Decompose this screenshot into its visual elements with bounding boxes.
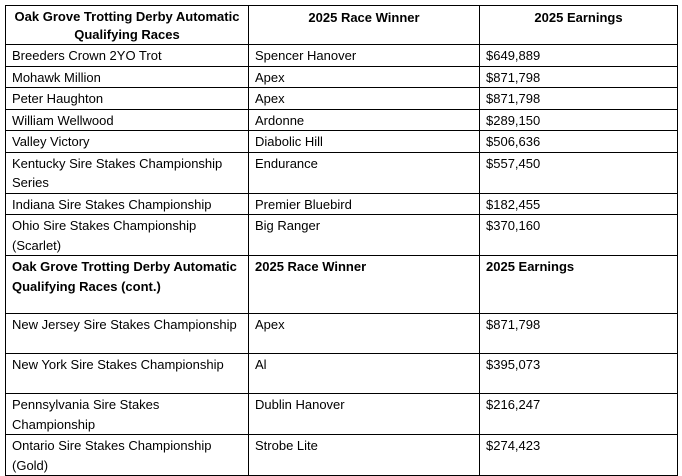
table-row	[6, 131, 678, 153]
table-row	[6, 193, 678, 215]
race-cell: New Jersey Sire Stakes Championship	[6, 314, 249, 354]
race-cell: New York Sire Stakes Championship	[6, 354, 249, 394]
race-cell: Valley Victory	[6, 131, 249, 153]
winner-cell: Al	[249, 354, 480, 394]
earnings-cell: $216,247	[480, 394, 678, 435]
table-row	[6, 45, 678, 67]
winner-cell: Apex	[249, 88, 480, 110]
header-earnings: 2025 Earnings	[480, 6, 678, 45]
race-cell: Breeders Crown 2YO Trot	[6, 45, 249, 67]
table-row	[6, 435, 678, 476]
race-cell: Indiana Sire Stakes Championship	[6, 193, 249, 215]
table-row	[6, 314, 678, 354]
earnings-cell: $649,889	[480, 45, 678, 67]
earnings-cell: $274,423	[480, 435, 678, 476]
table-row	[6, 66, 678, 88]
header-winner-cont: 2025 Race Winner	[249, 256, 480, 314]
table-row	[6, 215, 678, 256]
winner-cell: Diabolic Hill	[249, 131, 480, 153]
header-winner: 2025 Race Winner	[249, 6, 480, 45]
earnings-cell: $871,798	[480, 314, 678, 354]
earnings-cell: $557,450	[480, 152, 678, 193]
winner-cell: Apex	[249, 66, 480, 88]
earnings-cell: $289,150	[480, 109, 678, 131]
earnings-cell: $370,160	[480, 215, 678, 256]
winner-cell: Strobe Lite	[249, 435, 480, 476]
earnings-cell: $182,455	[480, 193, 678, 215]
table-row	[6, 152, 678, 193]
race-cell: Ohio Sire Stakes Championship (Scarlet)	[6, 215, 249, 256]
table-row	[6, 88, 678, 110]
header-race-cont: Oak Grove Trotting Derby Automatic Qualifying Races (cont.)	[6, 256, 249, 314]
race-cell: Pennsylvania Sire Stakes Championship	[6, 394, 249, 435]
header-race: Oak Grove Trotting Derby Automatic Qualifying Races	[6, 6, 249, 45]
header-earnings-cont: 2025 Earnings	[480, 256, 678, 314]
table-header-row-cont	[6, 256, 678, 314]
earnings-cell: $871,798	[480, 66, 678, 88]
table-row	[6, 109, 678, 131]
earnings-cell: $395,073	[480, 354, 678, 394]
winner-cell: Apex	[249, 314, 480, 354]
table-row	[6, 354, 678, 394]
race-cell: Mohawk Million	[6, 66, 249, 88]
table-row	[6, 394, 678, 435]
race-cell: Peter Haughton	[6, 88, 249, 110]
earnings-cell: $871,798	[480, 88, 678, 110]
winner-cell: Ardonne	[249, 109, 480, 131]
qualifying-races-table	[5, 5, 678, 476]
race-cell: William Wellwood	[6, 109, 249, 131]
winner-cell: Big Ranger	[249, 215, 480, 256]
earnings-cell: $506,636	[480, 131, 678, 153]
winner-cell: Spencer Hanover	[249, 45, 480, 67]
table-header-row	[6, 6, 678, 45]
winner-cell: Endurance	[249, 152, 480, 193]
winner-cell: Dublin Hanover	[249, 394, 480, 435]
race-cell: Ontario Sire Stakes Championship (Gold)	[6, 435, 249, 476]
winner-cell: Premier Bluebird	[249, 193, 480, 215]
race-cell: Kentucky Sire Stakes Championship Series	[6, 152, 249, 193]
